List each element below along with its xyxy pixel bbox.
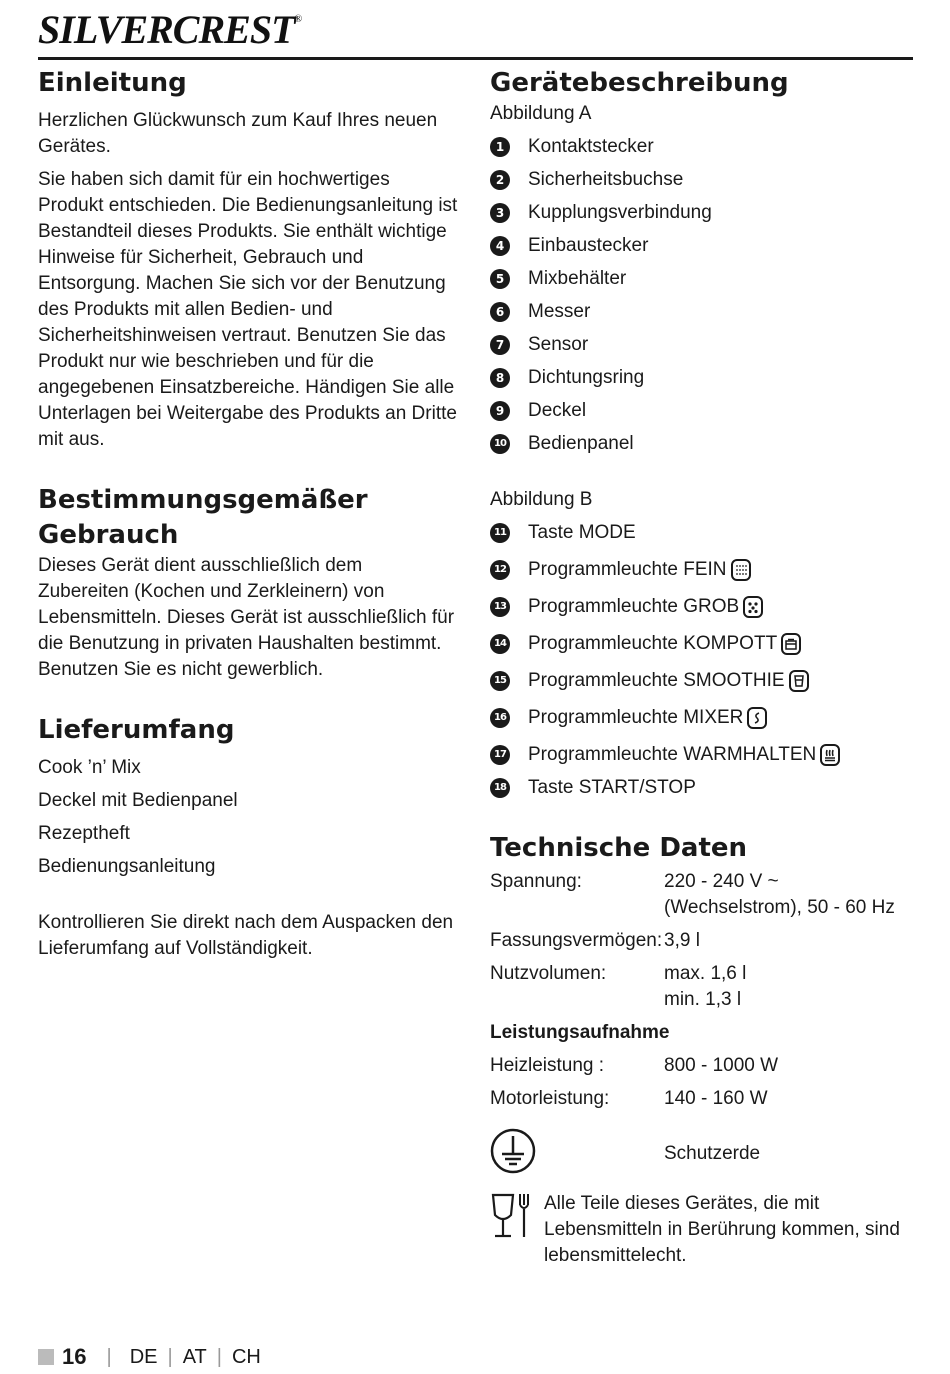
fine-dots-icon <box>731 559 751 581</box>
right-column <box>490 66 920 1269</box>
tech-value: 3,9 l <box>664 930 700 951</box>
item-label: Sicherheitsbuchse <box>528 169 684 190</box>
tech-row-fassung <box>490 928 920 954</box>
item-number-badge: 13 <box>490 597 510 617</box>
page-number: 16 <box>62 1344 87 1369</box>
nutz-value-max: max. 1,6 l <box>664 963 747 984</box>
list-item <box>490 705 920 731</box>
footer-separator: | <box>216 1345 222 1368</box>
item-label: Programmleuchte GROB <box>528 596 740 617</box>
footer-lang-de: DE <box>129 1345 158 1368</box>
item-number-badge: 18 <box>490 778 510 798</box>
list-item <box>490 631 920 657</box>
item-number-badge: 11 <box>490 523 510 543</box>
item-label: Kontaktstecker <box>528 136 654 157</box>
tech-row-spannung <box>490 869 920 921</box>
nutz-value-min: min. 1,3 l <box>664 989 742 1010</box>
item-number-badge: 10 <box>490 434 510 454</box>
item-label: Programmleuchte WARMHALTEN <box>528 744 817 765</box>
list-item <box>490 332 920 358</box>
footer-square <box>38 1349 54 1365</box>
parts-list-b <box>490 520 920 801</box>
leistungsaufnahme-heading: Leistungsaufnahme <box>490 1022 670 1043</box>
tech-value: 140 - 160 W <box>664 1088 768 1109</box>
schutzerde-label: Schutzerde <box>664 1142 761 1164</box>
schutzerde-row <box>490 1128 920 1179</box>
gebrauch-title-line-1: Bestimmungsgemäßer <box>38 485 368 515</box>
list-item <box>490 431 920 457</box>
item-number-badge: 15 <box>490 671 510 691</box>
lieferumfang-item: Deckel mit Bedienpanel <box>38 790 238 811</box>
item-number-badge: 17 <box>490 745 510 765</box>
section-title-einleitung: Einleitung <box>38 68 187 98</box>
tech-label: Fassungsvermögen: <box>490 930 663 951</box>
tech-label: Nutzvolumen: <box>490 963 607 984</box>
food-safe-icon <box>490 1191 536 1241</box>
tech-label: Spannung: <box>490 871 582 892</box>
swirl-icon <box>747 707 767 729</box>
figure-a-label: Abbildung A <box>490 103 592 124</box>
item-label: Bedienpanel <box>528 433 634 454</box>
item-number-badge: 6 <box>490 302 510 322</box>
list-item <box>490 557 920 583</box>
tech-value <box>664 869 920 921</box>
section-title-lieferumfang: Lieferumfang <box>38 715 235 745</box>
item-number-badge: 8 <box>490 368 510 388</box>
glass-icon <box>789 670 809 692</box>
page-footer <box>38 1344 261 1370</box>
item-label: Taste MODE <box>528 522 636 543</box>
coarse-dots-icon <box>743 596 763 618</box>
lieferumfang-item: Rezeptheft <box>38 823 130 844</box>
header-rule <box>38 57 913 60</box>
footer-separator: | <box>106 1345 112 1368</box>
item-label: Messer <box>528 301 591 322</box>
item-label: Sensor <box>528 334 589 355</box>
list-item <box>490 594 920 620</box>
item-label: Programmleuchte SMOOTHIE <box>528 670 785 691</box>
list-item <box>490 742 920 768</box>
section-title-technische-daten: Technische Daten <box>490 833 748 863</box>
tech-label: Heizleistung : <box>490 1055 605 1076</box>
footer-separator: | <box>167 1345 173 1368</box>
lieferumfang-item: Cook ’n’ Mix <box>38 757 141 778</box>
section-title-gebrauch <box>38 483 458 553</box>
item-label: Programmleuchte MIXER <box>528 707 744 728</box>
registered-mark: ® <box>294 14 302 25</box>
brand-logo-text: SILVERCREST <box>38 7 295 52</box>
einleitung-paragraph-1: Herzlichen Glückwunsch zum Kauf Ihres neuen Gerätes. <box>38 110 438 157</box>
lieferumfang-note: Kontrollieren Sie direkt nach dem Auspacken den Lieferumfang auf Vollständigkeit. <box>38 912 454 959</box>
list-item <box>490 200 920 226</box>
item-label: Taste START/STOP <box>528 777 696 798</box>
item-label: Deckel <box>528 400 587 421</box>
list-item <box>490 398 920 424</box>
item-label: Mixbehälter <box>528 268 627 289</box>
gebrauch-paragraph: Dieses Gerät dient ausschließlich dem Zubereiten (Kochen und Zerkleinern) von Lebensmitteln. Dieses Gerät ist ausschließlich für die Benutzung in privaten Haushalten bestimmt. Benutzen Sie es nicht gewerblich. <box>38 555 455 680</box>
list-item <box>490 266 920 292</box>
item-number-badge: 1 <box>490 137 510 157</box>
steam-icon <box>820 744 840 766</box>
item-number-badge: 4 <box>490 236 510 256</box>
item-number-badge: 2 <box>490 170 510 190</box>
section-title-geraetebeschreibung: Gerätebeschreibung <box>490 68 789 98</box>
tech-value: 800 - 1000 W <box>664 1055 779 1076</box>
list-item <box>490 775 920 801</box>
item-number-badge: 5 <box>490 269 510 289</box>
item-label: Dichtungsring <box>528 367 645 388</box>
tech-row-nutzvolumen <box>490 961 920 1013</box>
left-column <box>38 66 458 962</box>
list-item <box>490 365 920 391</box>
list-item <box>490 233 920 259</box>
footer-lang-at: AT <box>182 1345 207 1368</box>
spannung-value-1: 220 - 240 V ~ <box>664 871 779 892</box>
gebrauch-title-line-2: Gebrauch <box>38 520 179 550</box>
einleitung-paragraph-2: Sie haben sich damit für ein hochwertiges Produkt entschieden. Die Bedienungsanleitung ist Bestandteil dieses Produkts. Sie enthält wichtige Hinweise für Sicherheit, Gebrauch und Entsorgung. Machen Sie sich vor der Benutzung des Produkts mit allen Bedien- und Sicherheitshinweisen vertraut. Benutzen Sie das Produkt nur wie beschrieben und für die angegebenen Einsatzbereiche. Händigen Sie alle Unterlagen bei Weitergabe des Produkts an Dritte mit aus. <box>38 169 458 450</box>
item-number-badge: 12 <box>490 560 510 580</box>
item-number-badge: 7 <box>490 335 510 355</box>
item-label: Einbaustecker <box>528 235 649 256</box>
tech-row-heizleistung <box>490 1053 920 1079</box>
brand-logo <box>38 6 301 53</box>
item-label: Programmleuchte KOMPOTT <box>528 633 778 654</box>
list-item <box>490 167 920 193</box>
list-item <box>490 299 920 325</box>
item-number-badge: 16 <box>490 708 510 728</box>
item-number-badge: 14 <box>490 634 510 654</box>
footer-lang-ch: CH <box>231 1345 261 1368</box>
tech-row-motorleistung <box>490 1086 920 1112</box>
schutzerde-symbol <box>490 1128 664 1179</box>
tech-label: Motorleistung: <box>490 1088 610 1109</box>
parts-list-a <box>490 134 920 457</box>
food-safe-text: Alle Teile dieses Gerätes, die mit Lebensmitteln in Berührung kommen, sind lebensmittelecht. <box>544 1193 900 1266</box>
lieferumfang-item: Bedienungsanleitung <box>38 856 216 877</box>
tech-value <box>664 961 920 1013</box>
spannung-value-2: (Wechselstrom), 50 - 60 Hz <box>664 897 895 918</box>
item-label: Programmleuchte FEIN <box>528 559 727 580</box>
item-number-badge: 9 <box>490 401 510 421</box>
list-item <box>490 668 920 694</box>
pot-icon <box>781 633 801 655</box>
item-number-badge: 3 <box>490 203 510 223</box>
list-item <box>490 520 920 546</box>
list-item <box>490 134 920 160</box>
item-label: Kupplungsverbindung <box>528 202 712 223</box>
food-safe-row <box>490 1191 920 1269</box>
figure-b-label: Abbildung B <box>490 489 593 510</box>
ground-icon <box>490 1128 536 1174</box>
